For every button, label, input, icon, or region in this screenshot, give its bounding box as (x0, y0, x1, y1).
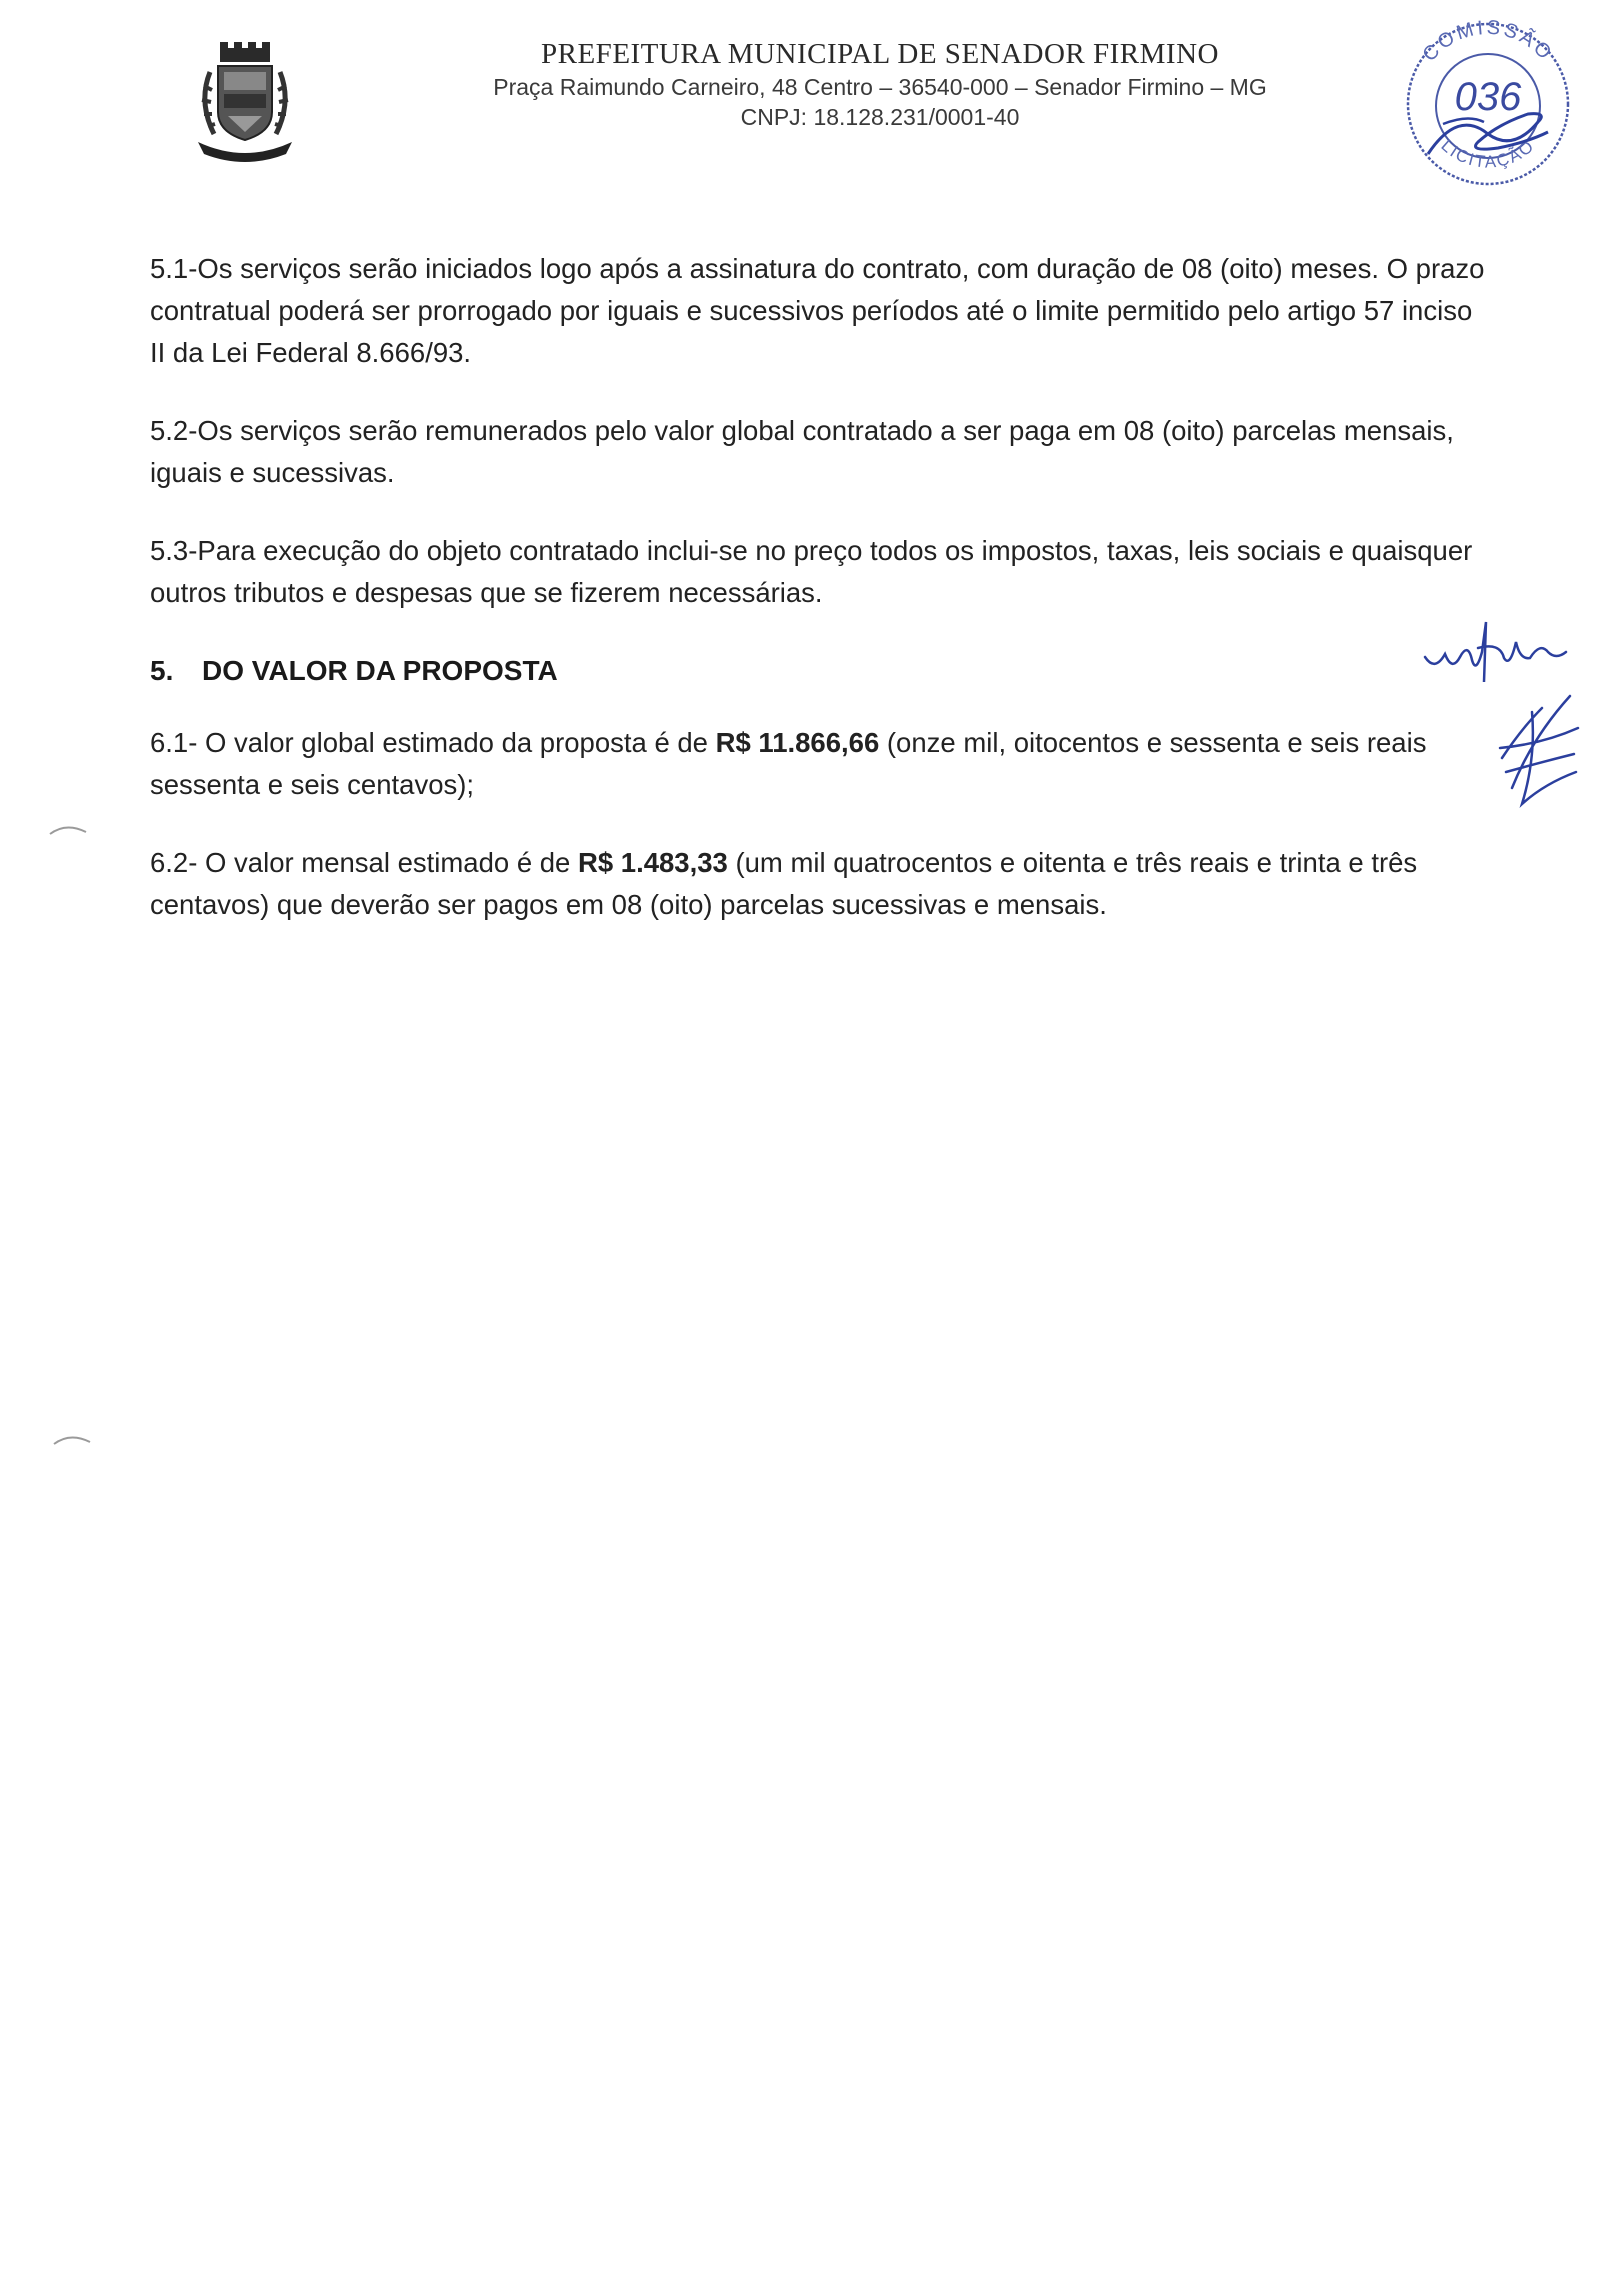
stamp-bottom-text: LICITAÇÃO (1437, 135, 1539, 172)
section-number: 5. (150, 655, 174, 686)
clause-6-1-text: 6.1- O valor global estimado da proposta é de (150, 727, 716, 758)
clause-6-2 (150, 842, 1490, 926)
municipality-name: PREFEITURA MUNICIPAL DE SENADOR FIRMINO (541, 38, 1219, 70)
scan-mark (52, 1432, 92, 1448)
clause-6-2-text-end: (um mil quatrocentos e oitenta e três reais e trinta e três centavos) que deverão ser pagos em 08 (oito) parcelas sucessivas e mensais. (150, 847, 1418, 920)
clause-6-2-text: 6.2- O valor mensal estimado é de (150, 847, 578, 878)
clause-6-1-text-end: (onze mil, oitocentos e sessenta e seis reais sessenta e seis centavos); (150, 727, 1427, 800)
svg-text:COMISSÃO (1419, 17, 1558, 66)
commission-stamp-icon (1388, 14, 1588, 194)
municipal-crest-icon (190, 42, 300, 162)
section-heading (150, 650, 1490, 692)
municipality-address: Praça Raimundo Carneiro, 48 Centro – 36540-000 – Senador Firmino – MG (493, 74, 1267, 100)
clause-6-1 (150, 722, 1490, 806)
document-body (150, 248, 1490, 962)
section-title: DO VALOR DA PROPOSTA (202, 655, 558, 686)
clause-5-3: 5.3-Para execução do objeto contratado inclui-se no preço todos os impostos, taxas, leis sociais e quaisquer outros tributos e despesas que se fizerem necessárias. (150, 535, 1473, 608)
municipality-cnpj: CNPJ: 18.128.231/0001-40 (740, 104, 1020, 130)
handwritten-initials-icon (1420, 602, 1570, 682)
monthly-amount: R$ 1.483,33 (577, 847, 728, 878)
stamp-number: 036 (1454, 75, 1522, 119)
letterhead (380, 36, 1380, 132)
handwritten-signature-icon (1492, 688, 1582, 808)
clause-5-2: 5.2-Os serviços serão remunerados pelo valor global contratado a ser paga em 08 (oito) parcelas mensais, iguais e sucessivas. (150, 415, 1454, 488)
global-amount: R$ 11.866,66 (715, 727, 880, 758)
scan-mark (48, 822, 88, 838)
clause-5-1: 5.1-Os serviços serão iniciados logo após a assinatura do contrato, com duração de 08 (oito) meses. O prazo contratual poderá ser prorrogado por iguais e sucessivos períodos até o limite permitido pelo artigo 57 inciso II da Lei Federal 8.666/93. (150, 253, 1485, 368)
stamp-top-text: COMISSÃO (1418, 16, 1558, 66)
